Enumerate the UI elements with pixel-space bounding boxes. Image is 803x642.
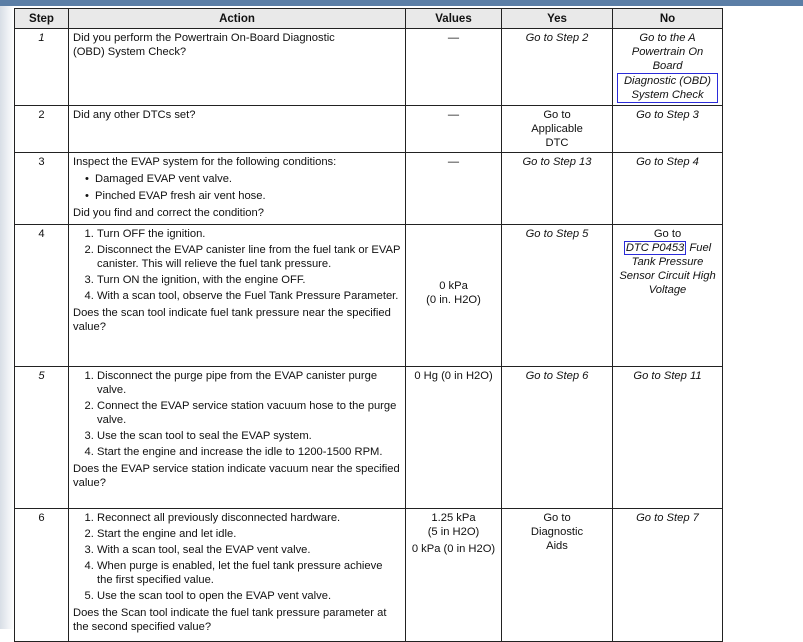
action-cell xyxy=(69,29,406,106)
diagnostic-table xyxy=(14,8,723,642)
list-item: 4. With a scan tool, observe the Fuel Tank Pressure Parameter. xyxy=(97,289,401,303)
action-cell xyxy=(69,153,406,225)
list-item: 1. Disconnect the purge pipe from the EVAP canister purge valve. xyxy=(97,369,401,397)
procedure-list xyxy=(73,227,401,303)
table-row xyxy=(15,509,723,642)
header-row xyxy=(15,9,723,29)
values-cell xyxy=(406,225,502,367)
list-item: 4. When purge is enabled, let the fuel tank pressure achieve the first specified value. xyxy=(97,559,401,587)
header-no: No xyxy=(613,9,723,29)
list-item: 2. Start the engine and let idle. xyxy=(97,527,401,541)
no-text: Go to the A Powertrain On Board xyxy=(631,32,704,72)
step-number: 2 xyxy=(15,106,69,153)
no-cell: Go to Step 3 xyxy=(613,106,723,153)
value-line: 0 kPa (0 in H2O) xyxy=(411,543,496,555)
step-number: 3 xyxy=(15,153,69,225)
table-row xyxy=(15,29,723,106)
dtc-p0453-link[interactable]: DTC P0453 xyxy=(625,242,685,254)
no-cell: Go to Step 11 xyxy=(613,367,723,509)
no-text: Fuel Tank Pressure Sensor Circuit High Voltage xyxy=(619,242,716,296)
values-cell xyxy=(406,367,502,509)
list-item: 2. Connect the EVAP service station vacuum hose to the purge valve. xyxy=(97,399,401,427)
no-cell xyxy=(613,225,723,367)
list-item: 1. Reconnect all previously disconnected hardware. xyxy=(97,511,401,525)
no-cell: Go to Step 7 xyxy=(613,509,723,642)
no-text: Go to xyxy=(653,228,682,240)
no-cell xyxy=(613,29,723,106)
value-line: (5 in H2O) xyxy=(427,526,480,538)
value-line: 0 kPa xyxy=(439,280,468,292)
list-item: 3. Use the scan tool to seal the EVAP system. xyxy=(97,429,401,443)
table-row xyxy=(15,153,723,225)
action-text: Did you perform the Powertrain On-Board Diagnostic (OBD) System Check? xyxy=(73,32,335,58)
action-question: Does the Scan tool indicate the fuel tank pressure parameter at the second specified value? xyxy=(73,607,387,633)
action-intro: Inspect the EVAP system for the following conditions: xyxy=(73,156,337,168)
values-cell xyxy=(406,509,502,642)
step-number: 5 xyxy=(15,367,69,509)
list-item: • Damaged EVAP vent valve. xyxy=(95,172,401,186)
header-values: Values xyxy=(406,9,502,29)
diagnostic-table-wrapper xyxy=(14,8,723,642)
list-item: 1. Turn OFF the ignition. xyxy=(97,227,401,241)
action-cell xyxy=(69,367,406,509)
yes-cell: Go to Step 2 xyxy=(502,29,613,106)
action-question: Did you find and correct the condition? xyxy=(73,207,264,219)
step-number: 1 xyxy=(15,29,69,106)
list-item: 4. Start the engine and increase the idle to 1200-1500 RPM. xyxy=(97,445,401,459)
yes-cell: Go to Step 6 xyxy=(502,367,613,509)
table-row xyxy=(15,225,723,367)
yes-cell: Go to Step 13 xyxy=(502,153,613,225)
values-cell: — xyxy=(406,29,502,106)
header-step: Step xyxy=(15,9,69,29)
table-row xyxy=(15,367,723,509)
header-yes: Yes xyxy=(502,9,613,29)
no-cell: Go to Step 4 xyxy=(613,153,723,225)
list-item: 2. Disconnect the EVAP canister line from the fuel tank or EVAP canister. This will relieve the fuel tank pressure. xyxy=(97,243,401,271)
list-item: 3. With a scan tool, seal the EVAP vent valve. xyxy=(97,543,401,557)
value-line: (0 in. H2O) xyxy=(426,294,481,306)
values-cell: — xyxy=(406,106,502,153)
list-item: 5. Use the scan tool to open the EVAP vent valve. xyxy=(97,589,401,603)
step-number: 4 xyxy=(15,225,69,367)
value-line: 1.25 kPa xyxy=(431,512,476,524)
condition-list xyxy=(73,172,401,203)
action-question: Does the EVAP service station indicate vacuum near the specified value? xyxy=(73,463,400,489)
yes-cell: Go to Step 5 xyxy=(502,225,613,367)
step-number: 6 xyxy=(15,509,69,642)
list-item: 3. Turn ON the ignition, with the engine OFF. xyxy=(97,273,401,287)
yes-cell: Go to Applicable DTC xyxy=(502,106,613,153)
value-line: 0 Hg (0 in H2O) xyxy=(414,370,493,382)
action-cell xyxy=(69,509,406,642)
values-cell: — xyxy=(406,153,502,225)
list-item: • Pinched EVAP fresh air vent hose. xyxy=(95,189,401,203)
action-text: Did any other DTCs set? xyxy=(69,106,406,153)
yes-cell: Go to Diagnostic Aids xyxy=(502,509,613,642)
window-top-bar xyxy=(0,0,803,6)
table-row xyxy=(15,106,723,153)
procedure-list xyxy=(73,369,401,459)
header-action: Action xyxy=(69,9,406,29)
action-cell xyxy=(69,225,406,367)
obd-system-check-link[interactable]: Diagnostic (OBD) System Check xyxy=(617,73,718,103)
action-question: Does the scan tool indicate fuel tank pressure near the specified value? xyxy=(73,307,391,333)
left-scroll-gutter xyxy=(0,6,14,629)
procedure-list xyxy=(73,511,401,603)
